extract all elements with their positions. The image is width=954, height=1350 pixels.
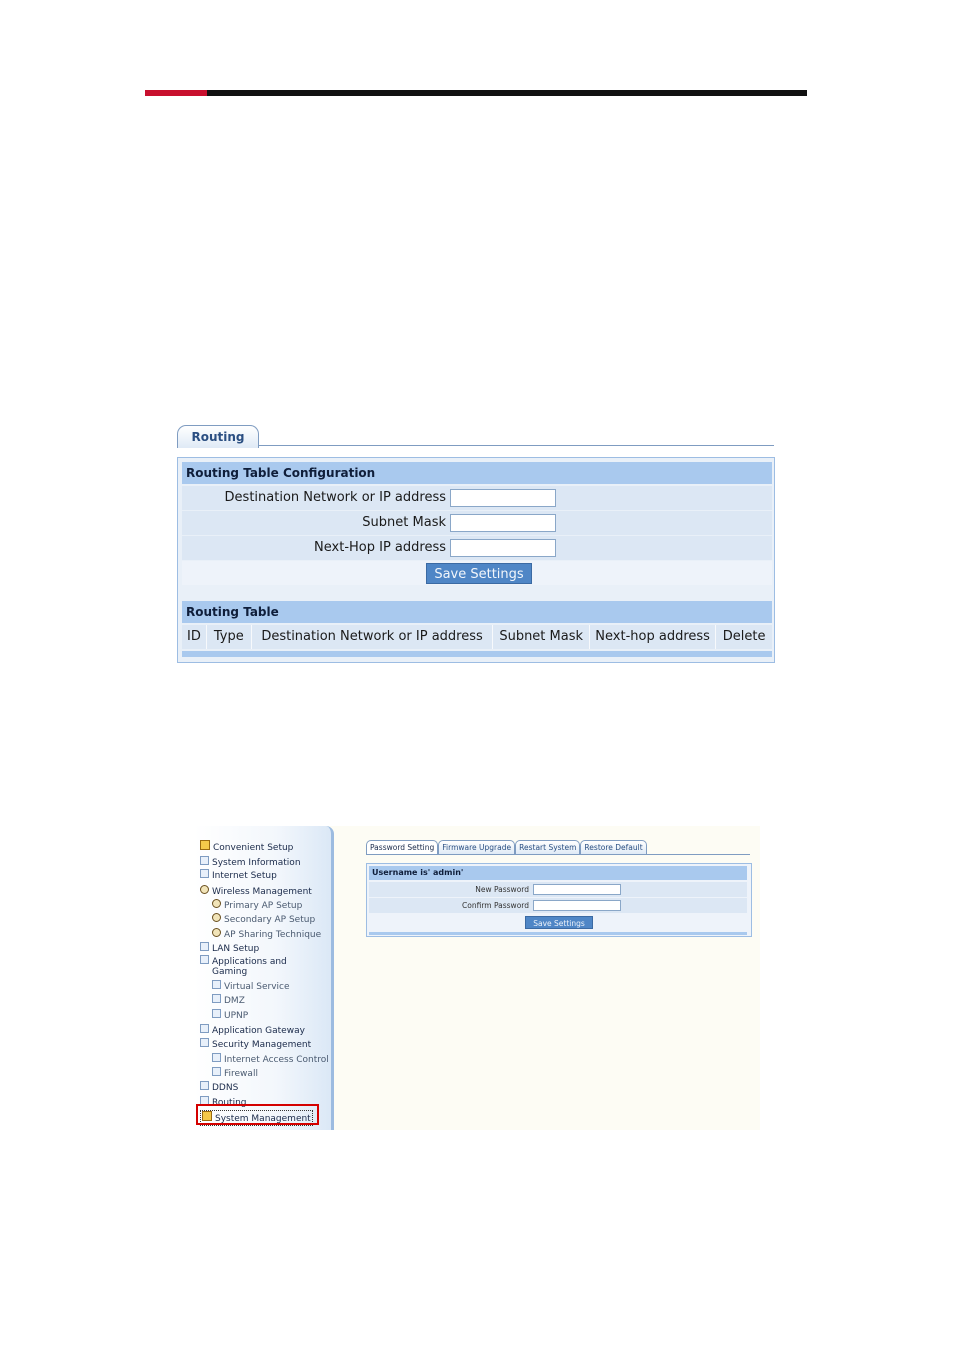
- new-password-label: New Password: [475, 885, 529, 894]
- header-red-bar: [145, 90, 207, 96]
- routing-table-header: [182, 625, 772, 649]
- sidebar-item-application-gateway[interactable]: Application Gateway: [200, 1024, 305, 1037]
- tab-firmware-upgrade[interactable]: Firmware Upgrade: [438, 840, 515, 854]
- tab-bar: [366, 840, 647, 854]
- sidebar-item-virtual-service[interactable]: Virtual Service: [212, 980, 290, 993]
- sidebar-item-dmz[interactable]: DMZ: [212, 994, 245, 1007]
- panel-title: Username is' admin': [369, 866, 747, 880]
- sidebar-item-primary-ap[interactable]: Primary AP Setup: [212, 899, 302, 912]
- page-icon: [212, 994, 221, 1003]
- tab-routing[interactable]: Routing: [177, 425, 259, 448]
- save-settings-button[interactable]: Save Settings: [426, 563, 532, 584]
- sidebar-item-wireless-management[interactable]: Wireless Management: [200, 885, 312, 898]
- system-management-screenshot: [194, 826, 760, 1130]
- routing-table-title: Routing Table: [182, 601, 772, 623]
- sidebar: [194, 826, 334, 1130]
- page-icon: [200, 955, 209, 964]
- button-row: [182, 561, 772, 585]
- col-subnet: Subnet Mask: [493, 625, 590, 649]
- sidebar-item-internet-setup[interactable]: Internet Setup: [200, 869, 277, 882]
- sidebar-item-system-management[interactable]: System Management: [200, 1110, 313, 1126]
- panel-footer-bar: [369, 932, 747, 935]
- field-row-new-password: [369, 882, 747, 897]
- sidebar-item-applications-gaming[interactable]: Applications and: [200, 955, 287, 968]
- tab-restore-default[interactable]: Restore Default: [580, 840, 646, 854]
- page-icon: [200, 1081, 209, 1090]
- sidebar-item-security-management[interactable]: Security Management: [200, 1038, 311, 1051]
- col-destination: Destination Network or IP address: [252, 625, 494, 649]
- key-icon: [212, 913, 221, 922]
- field-row-destination: [182, 486, 772, 510]
- sidebar-item-ddns[interactable]: DDNS: [200, 1081, 238, 1094]
- sidebar-item-secondary-ap[interactable]: Secondary AP Setup: [212, 913, 315, 926]
- button-row: [369, 914, 747, 931]
- sidebar-item-routing[interactable]: Routing: [200, 1096, 247, 1109]
- key-icon: [212, 899, 221, 908]
- confirm-password-label: Confirm Password: [462, 901, 529, 910]
- sidebar-item-system-information[interactable]: System Information: [200, 856, 301, 869]
- destination-label: Destination Network or IP address: [224, 490, 446, 505]
- sidebar-item-ap-sharing[interactable]: AP Sharing Technique: [212, 928, 321, 941]
- routing-panel: [177, 457, 775, 663]
- tab-password-setting[interactable]: Password Setting: [366, 840, 438, 854]
- nexthop-input[interactable]: [450, 539, 556, 557]
- field-row-nexthop: [182, 536, 772, 560]
- header-black-bar: [207, 90, 807, 96]
- page-icon: [200, 1024, 209, 1033]
- page-icon: [200, 869, 209, 878]
- tab-restart-system[interactable]: Restart System: [515, 840, 580, 854]
- page-icon: [212, 1053, 221, 1062]
- sidebar-item-lan-setup[interactable]: LAN Setup: [200, 942, 259, 955]
- tab-divider: [258, 445, 774, 446]
- subnet-label: Subnet Mask: [362, 515, 446, 530]
- nexthop-label: Next-Hop IP address: [314, 540, 446, 555]
- confirm-password-input[interactable]: [533, 900, 621, 911]
- page-icon: [200, 1038, 209, 1047]
- tab-divider: [366, 854, 750, 855]
- key-icon: [212, 928, 221, 937]
- sidebar-item-firewall[interactable]: Firewall: [212, 1067, 258, 1080]
- field-row-subnet: [182, 511, 772, 535]
- key-icon: [200, 885, 209, 894]
- save-settings-button[interactable]: Save Settings: [525, 916, 593, 929]
- new-password-input[interactable]: [533, 884, 621, 895]
- col-nexthop: Next-hop address: [590, 625, 716, 649]
- field-row-confirm-password: [369, 898, 747, 913]
- sidebar-item-internet-access-control[interactable]: Internet Access Control: [212, 1053, 329, 1066]
- sidebar-item-applications-gaming-cont[interactable]: Gaming: [212, 967, 248, 977]
- page-icon: [212, 980, 221, 989]
- routing-screenshot: [176, 423, 776, 663]
- col-id: ID: [182, 625, 207, 649]
- page-icon: [200, 942, 209, 951]
- page-icon: [200, 856, 209, 865]
- col-type: Type: [207, 625, 252, 649]
- config-section-title: Routing Table Configuration: [182, 462, 772, 484]
- subnet-input[interactable]: [450, 514, 556, 532]
- table-footer-bar: [182, 651, 772, 657]
- password-panel: [366, 863, 752, 937]
- page-icon: [212, 1009, 221, 1018]
- destination-input[interactable]: [450, 489, 556, 507]
- folder-icon: [200, 840, 210, 850]
- highlight-box: [196, 1104, 319, 1125]
- sidebar-item-convenient-setup[interactable]: Convenient Setup: [200, 840, 293, 854]
- page-icon: [212, 1067, 221, 1076]
- sidebar-item-upnp[interactable]: UPNP: [212, 1009, 248, 1022]
- col-delete: Delete: [722, 629, 766, 644]
